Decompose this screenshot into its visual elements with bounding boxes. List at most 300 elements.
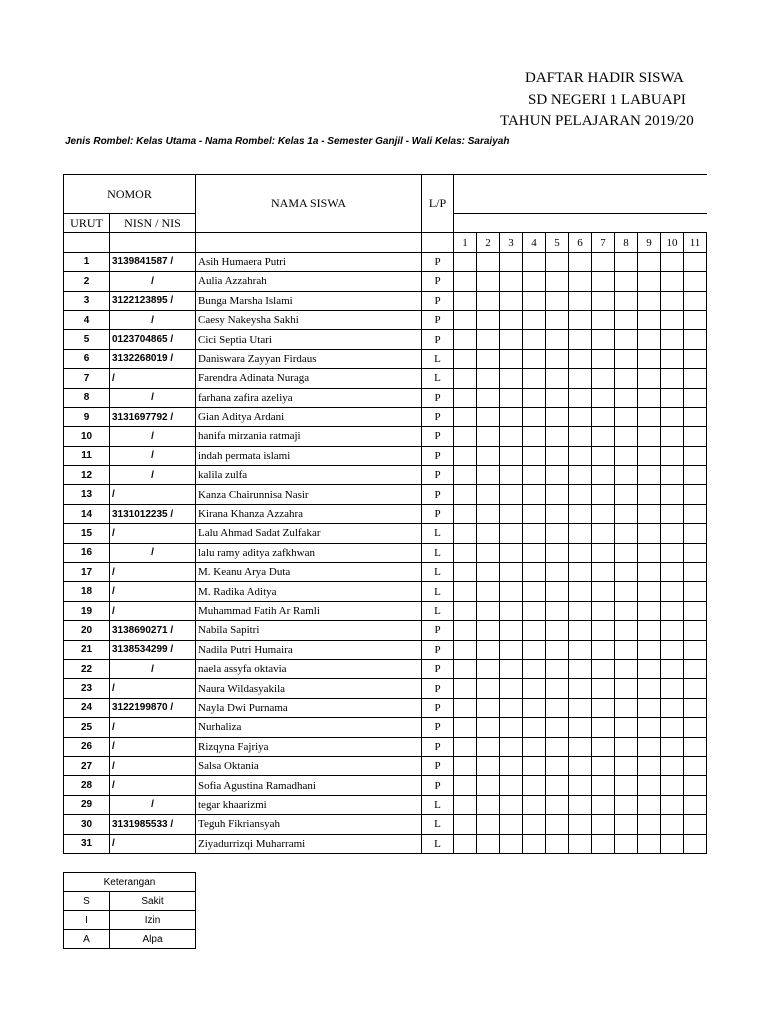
attendance-cell xyxy=(615,776,638,795)
student-number: 1 xyxy=(64,252,110,271)
student-gender: P xyxy=(422,330,454,349)
attendance-cell xyxy=(638,756,661,775)
attendance-cell xyxy=(615,446,638,465)
student-nisn: / xyxy=(110,795,196,814)
attendance-cell xyxy=(615,640,638,659)
attendance-cell xyxy=(615,756,638,775)
attendance-cell xyxy=(638,524,661,543)
attendance-cell xyxy=(661,737,684,756)
student-gender: P xyxy=(422,776,454,795)
attendance-cell xyxy=(569,659,592,678)
attendance-cell xyxy=(638,504,661,523)
attendance-cell xyxy=(477,834,500,853)
table-row xyxy=(64,776,707,795)
table-row xyxy=(64,563,707,582)
student-nisn: / xyxy=(110,834,196,853)
attendance-cell xyxy=(454,272,477,291)
attendance-cell xyxy=(546,310,569,329)
student-name: Caesy Nakeysha Sakhi xyxy=(196,310,422,329)
attendance-cell xyxy=(546,388,569,407)
table-row xyxy=(64,698,707,717)
student-gender: L xyxy=(422,834,454,853)
student-gender: L xyxy=(422,349,454,368)
attendance-cell xyxy=(592,369,615,388)
attendance-cell xyxy=(592,330,615,349)
attendance-cell xyxy=(638,446,661,465)
attendance-cell xyxy=(592,815,615,834)
attendance-cell xyxy=(661,330,684,349)
attendance-cell xyxy=(523,815,546,834)
attendance-cell xyxy=(523,466,546,485)
attendance-cell xyxy=(684,272,707,291)
attendance-cell xyxy=(546,543,569,562)
student-number: 26 xyxy=(64,737,110,756)
attendance-cell xyxy=(592,659,615,678)
attendance-cell xyxy=(615,659,638,678)
student-nisn: / xyxy=(110,272,196,291)
attendance-cell xyxy=(477,795,500,814)
legend-row xyxy=(64,930,196,949)
attendance-cell xyxy=(523,272,546,291)
attendance-cell xyxy=(454,776,477,795)
attendance-cell xyxy=(638,718,661,737)
student-nisn: 3131012235 / xyxy=(110,504,196,523)
attendance-cell xyxy=(569,563,592,582)
attendance-cell xyxy=(684,330,707,349)
legend-label: Izin xyxy=(110,911,196,930)
attendance-cell xyxy=(477,349,500,368)
table-row xyxy=(64,446,707,465)
student-nisn: / xyxy=(110,466,196,485)
attendance-cell xyxy=(569,582,592,601)
attendance-cell xyxy=(454,834,477,853)
attendance-cell xyxy=(569,427,592,446)
attendance-cell xyxy=(615,621,638,640)
attendance-cell xyxy=(684,795,707,814)
day-number: 1 xyxy=(454,233,477,252)
attendance-cell xyxy=(500,388,523,407)
attendance-cell xyxy=(477,272,500,291)
attendance-cell xyxy=(523,369,546,388)
attendance-cell xyxy=(454,388,477,407)
legend-code: I xyxy=(64,911,110,930)
attendance-cell xyxy=(523,776,546,795)
header-attendance-mid xyxy=(454,214,707,233)
attendance-cell xyxy=(661,621,684,640)
attendance-cell xyxy=(569,349,592,368)
attendance-cell xyxy=(523,504,546,523)
attendance-cell xyxy=(523,737,546,756)
table-row xyxy=(64,369,707,388)
attendance-cell xyxy=(546,563,569,582)
student-name: indah permata islami xyxy=(196,446,422,465)
attendance-cell xyxy=(477,698,500,717)
attendance-cell xyxy=(500,795,523,814)
student-name: Kanza Chairunnisa Nasir xyxy=(196,485,422,504)
day-number: 10 xyxy=(661,233,684,252)
attendance-cell xyxy=(684,601,707,620)
attendance-cell xyxy=(615,369,638,388)
attendance-cell xyxy=(454,252,477,271)
attendance-cell xyxy=(523,718,546,737)
attendance-cell xyxy=(684,737,707,756)
student-gender: L xyxy=(422,369,454,388)
student-gender: L xyxy=(422,524,454,543)
attendance-cell xyxy=(684,252,707,271)
student-nisn: 3131697792 / xyxy=(110,407,196,426)
attendance-cell xyxy=(500,640,523,659)
attendance-cell xyxy=(546,698,569,717)
attendance-cell xyxy=(546,795,569,814)
table-row xyxy=(64,485,707,504)
student-name: Nayla Dwi Purnama xyxy=(196,698,422,717)
student-name: Salsa Oktania xyxy=(196,756,422,775)
attendance-cell xyxy=(569,330,592,349)
attendance-cell xyxy=(615,485,638,504)
attendance-cell xyxy=(661,349,684,368)
student-number: 5 xyxy=(64,330,110,349)
attendance-cell xyxy=(546,252,569,271)
day-number: 2 xyxy=(477,233,500,252)
header-lp: L/P xyxy=(422,175,454,233)
attendance-cell xyxy=(638,407,661,426)
student-nisn: / xyxy=(110,737,196,756)
attendance-cell xyxy=(523,756,546,775)
attendance-cell xyxy=(500,252,523,271)
attendance-cell xyxy=(615,388,638,407)
attendance-cell xyxy=(500,756,523,775)
attendance-cell xyxy=(523,640,546,659)
attendance-cell xyxy=(500,524,523,543)
attendance-cell xyxy=(638,659,661,678)
attendance-cell xyxy=(638,563,661,582)
table-row xyxy=(64,543,707,562)
attendance-cell xyxy=(661,563,684,582)
table-row xyxy=(64,718,707,737)
student-gender: L xyxy=(422,601,454,620)
attendance-cell xyxy=(477,330,500,349)
attendance-cell xyxy=(638,776,661,795)
attendance-cell xyxy=(477,543,500,562)
table-row xyxy=(64,466,707,485)
student-name: Kirana Khanza Azzahra xyxy=(196,504,422,523)
student-gender: P xyxy=(422,272,454,291)
student-number: 25 xyxy=(64,718,110,737)
table-row xyxy=(64,291,707,310)
day-number: 9 xyxy=(638,233,661,252)
attendance-cell xyxy=(638,698,661,717)
attendance-cell xyxy=(500,737,523,756)
student-nisn: / xyxy=(110,582,196,601)
attendance-cell xyxy=(615,291,638,310)
student-name: Gian Aditya Ardani xyxy=(196,407,422,426)
attendance-cell xyxy=(500,272,523,291)
header-attendance-top xyxy=(454,175,707,214)
student-number: 10 xyxy=(64,427,110,446)
attendance-cell xyxy=(615,310,638,329)
attendance-cell xyxy=(454,563,477,582)
attendance-cell xyxy=(661,543,684,562)
attendance-cell xyxy=(569,737,592,756)
attendance-cell xyxy=(523,446,546,465)
attendance-cell xyxy=(477,815,500,834)
attendance-cell xyxy=(569,815,592,834)
attendance-cell xyxy=(661,756,684,775)
attendance-cell xyxy=(569,485,592,504)
attendance-cell xyxy=(454,427,477,446)
student-gender: P xyxy=(422,427,454,446)
student-nisn: 3138690271 / xyxy=(110,621,196,640)
attendance-cell xyxy=(684,369,707,388)
attendance-cell xyxy=(523,795,546,814)
table-row xyxy=(64,310,707,329)
attendance-cell xyxy=(638,640,661,659)
attendance-cell xyxy=(661,407,684,426)
attendance-cell xyxy=(454,291,477,310)
table-row xyxy=(64,582,707,601)
student-number: 12 xyxy=(64,466,110,485)
day-number: 5 xyxy=(546,233,569,252)
legend-table xyxy=(63,872,196,949)
student-number: 21 xyxy=(64,640,110,659)
attendance-cell xyxy=(546,679,569,698)
attendance-cell xyxy=(546,621,569,640)
attendance-cell xyxy=(477,388,500,407)
attendance-cell xyxy=(454,310,477,329)
legend-title: Keterangan xyxy=(64,873,196,892)
attendance-cell xyxy=(684,679,707,698)
legend-row xyxy=(64,911,196,930)
student-gender: P xyxy=(422,621,454,640)
student-gender: P xyxy=(422,388,454,407)
student-gender: L xyxy=(422,543,454,562)
attendance-cell xyxy=(569,640,592,659)
attendance-cell xyxy=(569,776,592,795)
attendance-cell xyxy=(546,737,569,756)
student-nisn: / xyxy=(110,369,196,388)
student-nisn: / xyxy=(110,679,196,698)
attendance-cell xyxy=(500,485,523,504)
attendance-cell xyxy=(477,427,500,446)
attendance-cell xyxy=(684,504,707,523)
student-name: Naura Wildasyakila xyxy=(196,679,422,698)
blank-cell xyxy=(422,233,454,252)
attendance-cell xyxy=(592,582,615,601)
attendance-cell xyxy=(523,698,546,717)
attendance-cell xyxy=(569,504,592,523)
title-line-2: SD NEGERI 1 LABUAPI xyxy=(528,92,686,108)
student-gender: L xyxy=(422,582,454,601)
attendance-cell xyxy=(546,427,569,446)
attendance-cell xyxy=(477,718,500,737)
legend-label: Alpa xyxy=(110,930,196,949)
student-number: 27 xyxy=(64,756,110,775)
attendance-cell xyxy=(592,407,615,426)
attendance-cell xyxy=(661,795,684,814)
day-number: 3 xyxy=(500,233,523,252)
legend-code: A xyxy=(64,930,110,949)
student-name: lalu ramy aditya zafkhwan xyxy=(196,543,422,562)
attendance-cell xyxy=(477,621,500,640)
title-line-3: TAHUN PELAJARAN 2019/20 xyxy=(500,113,694,129)
attendance-cell xyxy=(615,795,638,814)
attendance-cell xyxy=(661,698,684,717)
attendance-cell xyxy=(638,543,661,562)
attendance-cell xyxy=(661,310,684,329)
attendance-cell xyxy=(454,640,477,659)
student-number: 13 xyxy=(64,485,110,504)
student-nisn: 3131985533 / xyxy=(110,815,196,834)
attendance-cell xyxy=(615,834,638,853)
student-name: farhana zafira azeliya xyxy=(196,388,422,407)
attendance-cell xyxy=(477,524,500,543)
student-nisn: / xyxy=(110,756,196,775)
attendance-cell xyxy=(661,640,684,659)
student-number: 15 xyxy=(64,524,110,543)
attendance-cell xyxy=(592,718,615,737)
student-nisn: 3132268019 / xyxy=(110,349,196,368)
attendance-cell xyxy=(592,466,615,485)
day-number: 11 xyxy=(684,233,707,252)
student-name: kalila zulfa xyxy=(196,466,422,485)
student-gender: L xyxy=(422,815,454,834)
attendance-cell xyxy=(569,466,592,485)
attendance-cell xyxy=(661,582,684,601)
attendance-cell xyxy=(638,679,661,698)
student-gender: P xyxy=(422,737,454,756)
attendance-cell xyxy=(615,427,638,446)
student-number: 2 xyxy=(64,272,110,291)
student-number: 14 xyxy=(64,504,110,523)
attendance-cell xyxy=(546,349,569,368)
attendance-cell xyxy=(684,310,707,329)
attendance-cell xyxy=(592,756,615,775)
student-number: 7 xyxy=(64,369,110,388)
attendance-cell xyxy=(661,504,684,523)
attendance-cell xyxy=(454,407,477,426)
attendance-cell xyxy=(477,485,500,504)
attendance-cell xyxy=(684,543,707,562)
attendance-cell xyxy=(592,504,615,523)
student-name: Cici Septia Utari xyxy=(196,330,422,349)
attendance-cell xyxy=(638,737,661,756)
student-nisn: / xyxy=(110,776,196,795)
attendance-cell xyxy=(661,718,684,737)
attendance-cell xyxy=(684,815,707,834)
student-number: 16 xyxy=(64,543,110,562)
attendance-cell xyxy=(592,272,615,291)
student-number: 24 xyxy=(64,698,110,717)
attendance-cell xyxy=(546,834,569,853)
attendance-cell xyxy=(684,659,707,678)
table-row xyxy=(64,679,707,698)
attendance-cell xyxy=(454,815,477,834)
attendance-cell xyxy=(500,291,523,310)
attendance-cell xyxy=(638,815,661,834)
attendance-cell xyxy=(638,601,661,620)
attendance-cell xyxy=(477,291,500,310)
blank-cell xyxy=(196,233,422,252)
attendance-cell xyxy=(661,369,684,388)
attendance-cell xyxy=(500,834,523,853)
attendance-cell xyxy=(569,524,592,543)
student-name: Nabila Sapitri xyxy=(196,621,422,640)
day-number: 6 xyxy=(569,233,592,252)
table-row xyxy=(64,252,707,271)
attendance-cell xyxy=(615,504,638,523)
attendance-cell xyxy=(477,369,500,388)
student-number: 22 xyxy=(64,659,110,678)
student-number: 6 xyxy=(64,349,110,368)
attendance-cell xyxy=(592,563,615,582)
header-nisn: NISN / NIS xyxy=(110,214,196,233)
attendance-cell xyxy=(523,407,546,426)
attendance-cell xyxy=(684,291,707,310)
attendance-cell xyxy=(615,543,638,562)
attendance-cell xyxy=(546,601,569,620)
attendance-cell xyxy=(546,446,569,465)
attendance-cell xyxy=(500,679,523,698)
table-row xyxy=(64,815,707,834)
attendance-cell xyxy=(592,252,615,271)
attendance-cell xyxy=(661,815,684,834)
attendance-cell xyxy=(592,795,615,814)
attendance-cell xyxy=(523,427,546,446)
student-gender: P xyxy=(422,291,454,310)
attendance-cell xyxy=(684,407,707,426)
attendance-cell xyxy=(615,698,638,717)
student-name: tegar khaarizmi xyxy=(196,795,422,814)
attendance-cell xyxy=(661,252,684,271)
attendance-cell xyxy=(477,776,500,795)
attendance-cell xyxy=(523,524,546,543)
student-gender: P xyxy=(422,756,454,775)
attendance-cell xyxy=(661,427,684,446)
student-gender: P xyxy=(422,679,454,698)
attendance-cell xyxy=(500,427,523,446)
student-gender: P xyxy=(422,252,454,271)
attendance-cell xyxy=(454,795,477,814)
header-nama: NAMA SISWA xyxy=(196,175,422,233)
attendance-cell xyxy=(500,659,523,678)
attendance-cell xyxy=(477,756,500,775)
attendance-cell xyxy=(684,756,707,775)
attendance-cell xyxy=(477,659,500,678)
student-number: 31 xyxy=(64,834,110,853)
attendance-cell xyxy=(546,291,569,310)
attendance-cell xyxy=(523,582,546,601)
attendance-cell xyxy=(592,427,615,446)
table-row xyxy=(64,834,707,853)
attendance-cell xyxy=(684,427,707,446)
attendance-cell xyxy=(569,310,592,329)
attendance-cell xyxy=(638,582,661,601)
attendance-cell xyxy=(546,718,569,737)
attendance-cell xyxy=(454,621,477,640)
table-row xyxy=(64,640,707,659)
student-nisn: / xyxy=(110,524,196,543)
attendance-cell xyxy=(500,349,523,368)
attendance-cell xyxy=(638,485,661,504)
table-row xyxy=(64,388,707,407)
attendance-cell xyxy=(684,640,707,659)
attendance-cell xyxy=(638,349,661,368)
attendance-cell xyxy=(546,330,569,349)
attendance-cell xyxy=(592,640,615,659)
attendance-cell xyxy=(661,388,684,407)
attendance-cell xyxy=(661,659,684,678)
attendance-cell xyxy=(454,524,477,543)
